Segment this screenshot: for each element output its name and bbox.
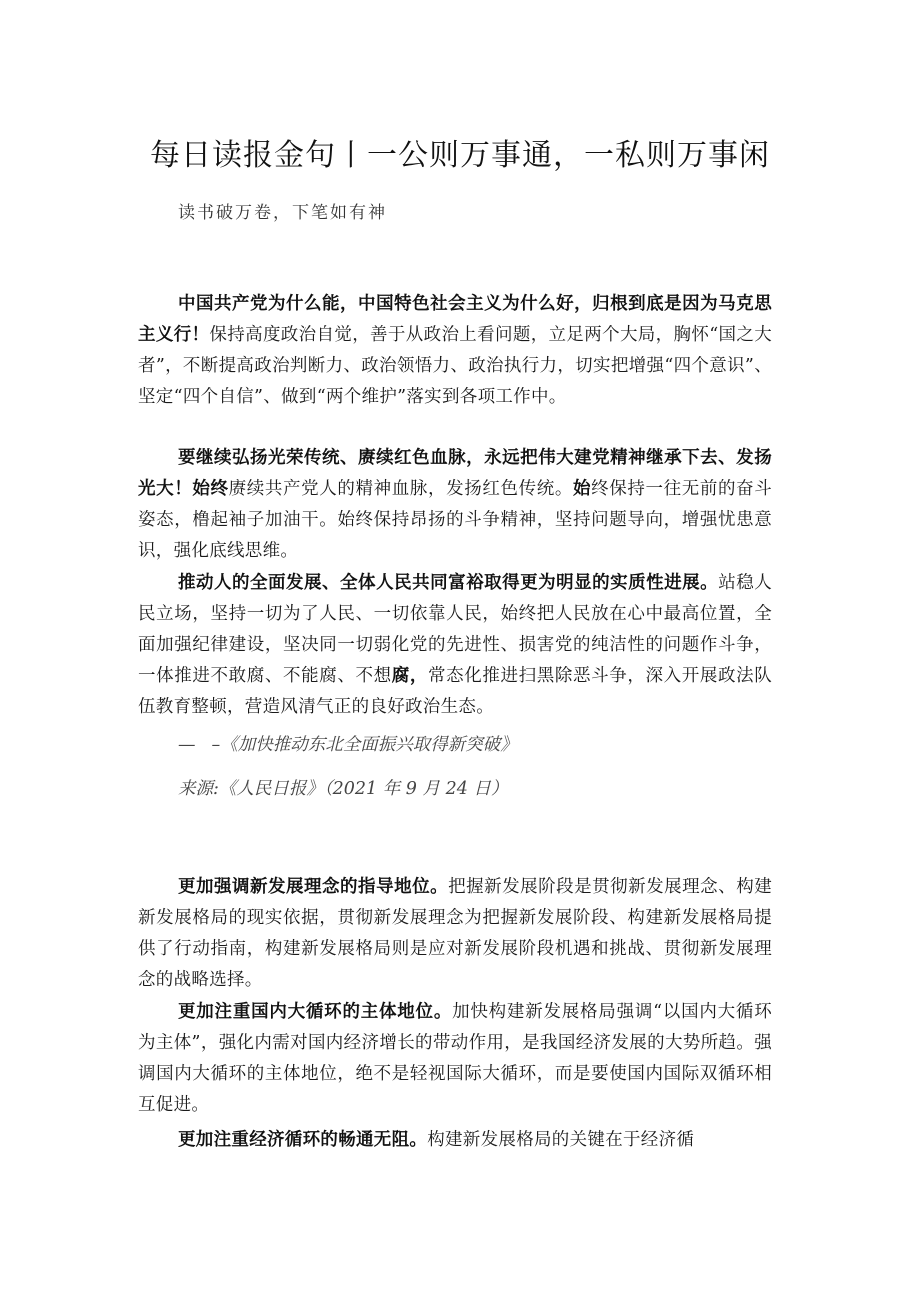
paragraph (138, 997, 772, 1121)
paragraph-lead: 要继续弘扬光荣传统、赓续红色血脉，永远把伟大建党精神继承下去、发扬光大！始终 (138, 448, 772, 499)
paragraph-body: 加快构建新发展格局强调“以国内大循环为主体”，强化内需对国内经济增长的带动作用，是我国经济发展的大势所趋。强调国内大循环的主体地位，绝不是轻视国际大循环，而是要使国内国际双循环相互促进。 (138, 1002, 772, 1115)
paragraph (138, 289, 772, 413)
paragraph-body: 常态化推进扫黑除恶斗争，深入开展政法队伍教育整顿，营造风清气正的良好政治生态。 (138, 666, 772, 717)
paragraph-body: 赓续共产党人的精神血脉，发扬红色传统。 (228, 479, 573, 499)
paragraph (138, 568, 772, 723)
paragraph-lead: 更加注重国内大循环的主体地位。 (178, 1002, 453, 1022)
paragraph-body: 终保持一往无前的奋斗姿态，橹起袖子加油干。始终保持昂扬的斗争精神，坚持问题导向，增强忧患意识，强化底线思维。 (138, 479, 773, 561)
source-line: 来源:《人民日报》（2021 年 9 月 24 日） (178, 779, 509, 799)
paragraph-body: 构建新发展格局的关键在于经济循 (427, 1130, 695, 1150)
paragraph (138, 1125, 772, 1156)
quote-dash: — (178, 735, 198, 755)
document-subtitle: 读书破万卷，下笔如有神 (178, 203, 387, 223)
document-title: 每日读报金句丨一公则万事通，一私则万事闲 (150, 138, 770, 173)
paragraph (138, 872, 772, 996)
paragraph-body: 把握新发展阶段是贯彻新发展理念、构建新发展格局的现实依据，贯彻新发展理念为把握新发展阶段、构建新发展格局提供了行动指南，构建新发展格局则是应对新发展阶段机遇和挑战、贯彻新发展理念的战略选择。 (138, 877, 772, 990)
paragraph-body: 保持高度政治自觉，善于从政治上看问题，立足两个大局，胸怀“国之大者”，不断提高政治判断力、政治领悟力、政治执行力，切实把增强“四个意识”、坚定“四个自信”、做到“两个维护”落实到各项工作中。 (138, 325, 773, 407)
paragraph-emphasis: 腐， (391, 666, 428, 686)
paragraph-lead: 中国共产党为什么能，中国特色社会主义为什么好，归根到底是因为马克思主义行！ (138, 294, 772, 345)
paragraph-body: 站稳人民立场，坚持一切为了人民、一切依靠人民，始终把人民放在心中最高位置，全面加强纪律建设，坚决同一切弱化党的先进性、损害党的纯洁性的问题作斗争，一体推进不敢腐、不能腐、不想 (138, 573, 772, 686)
paragraph-emphasis: 始 (572, 479, 592, 499)
quote-title: –《加快推动东北全面振兴取得新突破》 (211, 735, 518, 755)
paragraph (138, 443, 772, 567)
quote-attribution (178, 731, 518, 759)
paragraph-lead: 推动人的全面发展、全体人民共同富裕取得更为明显的实质性进展。 (178, 573, 719, 593)
paragraph-lead: 更加注重经济循环的畅通无阻。 (178, 1130, 428, 1150)
paragraph-lead: 更加强调新发展理念的指导地位。 (178, 877, 449, 897)
